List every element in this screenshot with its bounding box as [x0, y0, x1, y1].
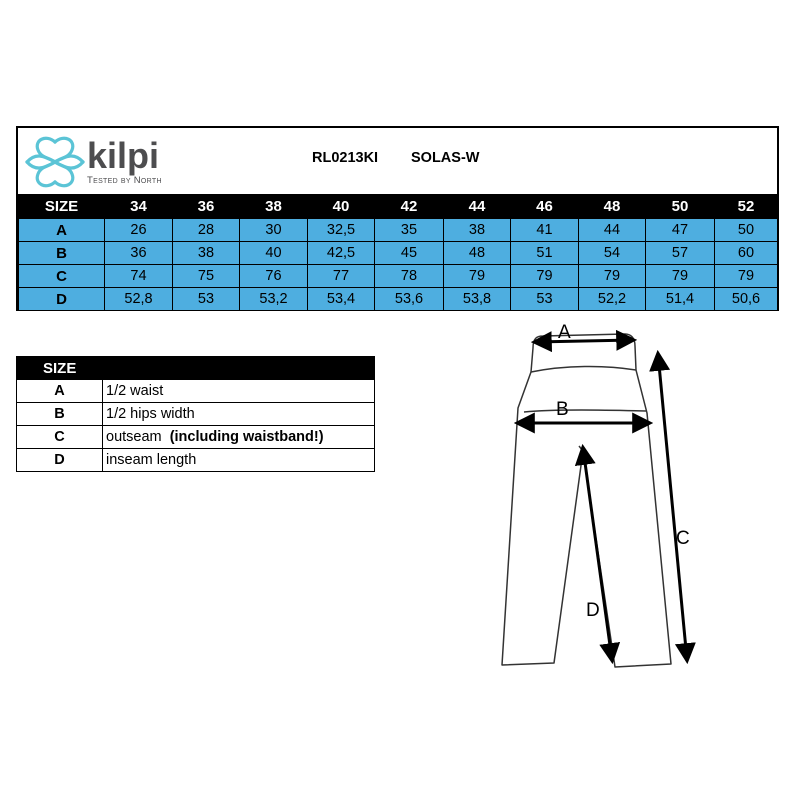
table-cell: 28: [173, 219, 240, 242]
table-cell: 48: [444, 242, 511, 265]
label-b: B: [556, 399, 569, 420]
legend-note: (including waistband!): [169, 429, 324, 445]
kilpi-logo: [24, 134, 199, 190]
table-cell: 79: [646, 265, 715, 288]
table-cell: 44: [579, 219, 646, 242]
table-cell: 54: [579, 242, 646, 265]
legend-header-row: [17, 357, 375, 380]
size-col-header: 38: [240, 195, 308, 219]
table-cell: 40: [240, 242, 308, 265]
size-header-row: [19, 195, 778, 219]
table-cell: 79: [715, 265, 778, 288]
table-cell: 78: [375, 265, 444, 288]
table-cell: 51: [511, 242, 579, 265]
table-cell: 52,8: [105, 288, 173, 311]
row-label: A: [19, 219, 105, 242]
table-cell: 79: [579, 265, 646, 288]
table-cell: 52,2: [579, 288, 646, 311]
size-col-header: 42: [375, 195, 444, 219]
legend-desc: outseam: [106, 429, 166, 445]
knot-emblem-icon: [24, 134, 86, 190]
size-table: [18, 194, 778, 311]
legend-row: [17, 449, 375, 472]
measure-c-arrow: [658, 354, 687, 660]
legend-desc: inseam length: [106, 452, 197, 468]
chart-header: [18, 128, 777, 194]
row-label: C: [19, 265, 105, 288]
legend-desc-cell: [103, 426, 375, 449]
brand-wordmark: kilpi: [87, 135, 160, 176]
size-col-header: 36: [173, 195, 240, 219]
table-row: [19, 242, 778, 265]
table-cell: 50,6: [715, 288, 778, 311]
table-cell: 32,5: [308, 219, 375, 242]
table-cell: 53,4: [308, 288, 375, 311]
table-cell: 79: [444, 265, 511, 288]
brand-tagline: [87, 175, 162, 186]
row-label: D: [19, 288, 105, 311]
legend-title: SIZE: [17, 357, 375, 380]
table-cell: 53: [173, 288, 240, 311]
table-cell: 53,6: [375, 288, 444, 311]
size-legend: [16, 356, 375, 472]
label-c: C: [676, 528, 690, 549]
table-cell: 74: [105, 265, 173, 288]
table-cell: 47: [646, 219, 715, 242]
legend-desc-cell: [103, 403, 375, 426]
pants-diagram: [495, 318, 705, 673]
table-row: [19, 265, 778, 288]
legend-desc: 1/2 waist: [106, 383, 164, 399]
table-cell: 45: [375, 242, 444, 265]
legend-desc-cell: [103, 380, 375, 403]
size-col-header: 48: [579, 195, 646, 219]
product-code: RL0213KI: [312, 150, 379, 166]
measure-a-arrow: [535, 340, 633, 342]
size-col-header: 46: [511, 195, 579, 219]
table-cell: 35: [375, 219, 444, 242]
size-header-label: SIZE: [19, 195, 105, 219]
table-cell: 36: [105, 242, 173, 265]
legend-row: [17, 380, 375, 403]
legend-row: [17, 426, 375, 449]
label-d: D: [586, 600, 600, 621]
row-label: B: [19, 242, 105, 265]
brand-tagline-text: Tested by North: [87, 175, 162, 186]
table-cell: 79: [511, 265, 579, 288]
table-row: [19, 219, 778, 242]
table-cell: 50: [715, 219, 778, 242]
table-cell: 76: [240, 265, 308, 288]
label-a: A: [558, 322, 571, 343]
table-cell: 38: [444, 219, 511, 242]
table-cell: 38: [173, 242, 240, 265]
legend-key: C: [17, 426, 103, 449]
measure-d-arrow: [583, 448, 612, 660]
table-cell: 30: [240, 219, 308, 242]
size-col-header: 34: [105, 195, 173, 219]
product-name: SOLAS-W: [411, 150, 480, 166]
table-cell: 77: [308, 265, 375, 288]
legend-row: [17, 403, 375, 426]
table-cell: 60: [715, 242, 778, 265]
legend-key: A: [17, 380, 103, 403]
size-col-header: 52: [715, 195, 778, 219]
table-cell: 53: [511, 288, 579, 311]
legend-desc: 1/2 hips width: [106, 406, 195, 422]
legend-key: D: [17, 449, 103, 472]
table-cell: 53,2: [240, 288, 308, 311]
size-col-header: 40: [308, 195, 375, 219]
table-cell: 51,4: [646, 288, 715, 311]
size-col-header: 50: [646, 195, 715, 219]
legend-desc-cell: [103, 449, 375, 472]
table-row: [19, 288, 778, 311]
table-cell: 53,8: [444, 288, 511, 311]
size-chart: [16, 126, 779, 311]
table-cell: 41: [511, 219, 579, 242]
table-cell: 26: [105, 219, 173, 242]
legend-key: B: [17, 403, 103, 426]
table-cell: 42,5: [308, 242, 375, 265]
size-col-header: 44: [444, 195, 511, 219]
table-cell: 57: [646, 242, 715, 265]
table-cell: 75: [173, 265, 240, 288]
